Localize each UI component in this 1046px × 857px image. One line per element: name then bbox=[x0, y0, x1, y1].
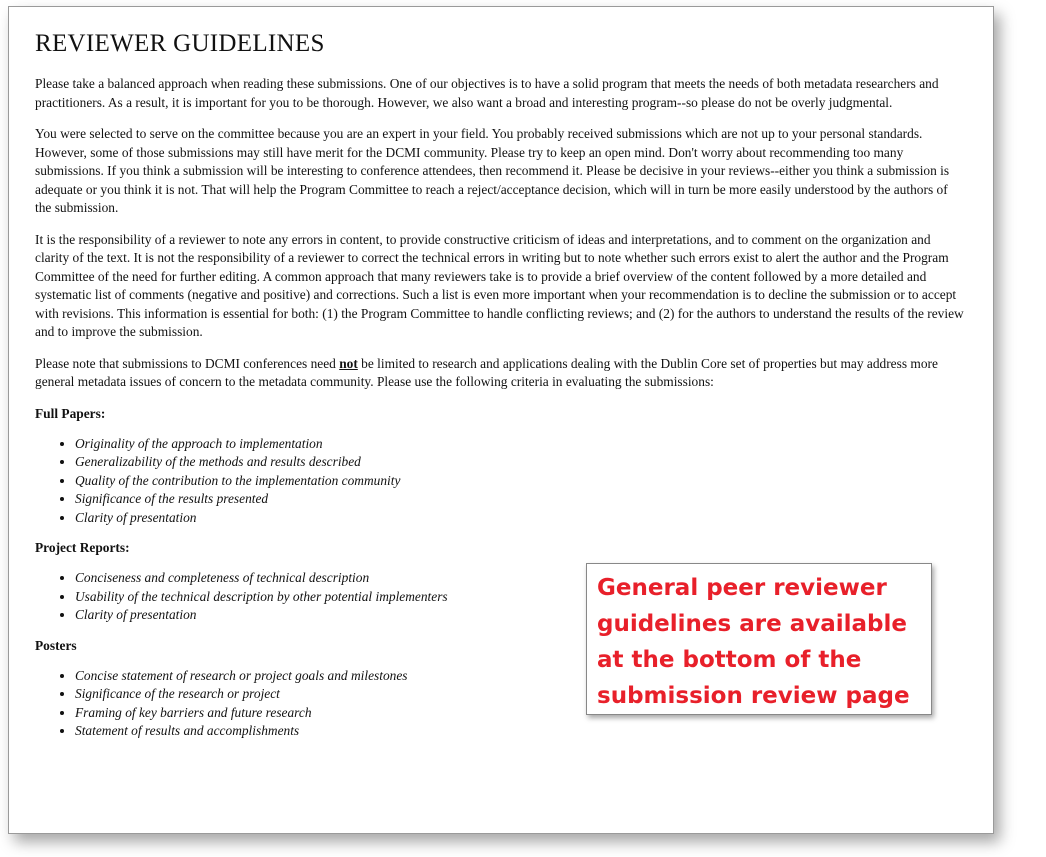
list-item: • Significance of the research or project bbox=[75, 685, 965, 704]
paragraph-balanced-approach: Please take a balanced approach when reading these submissions. One of our objectives is to have a solid program that meets the needs of both metadata researchers and practitioners. As a result, it is important for you to be thorough. However, we also want a broad and interesting program--so please do not be overly judgmental. bbox=[35, 76, 939, 110]
paragraph-committee-selection: You were selected to serve on the committee because you are an expert in your field. You probably received submissions which are not up to your personal standards. However, some of those submissions may still have merit for the DCMI community. Please try to keep an open mind. Don't worry about recommending too many submissions. If you think a submission will be interesting to conference attendees, then recommend it. Please be decisive in your reviews--either you think a submission is adequate or you think it is not. That will help the Program Committee to reach a reject/acceptance decision, which will in turn be more easily understood by the authors of the submission. bbox=[35, 126, 950, 215]
list-item: • Concise statement of research or project goals and milestones bbox=[75, 667, 965, 686]
callout-line: General peer reviewer bbox=[597, 575, 887, 601]
paragraph-criteria-intro bbox=[35, 355, 965, 392]
section-heading-project-reports: Project Reports: bbox=[35, 540, 130, 555]
section-heading-full-papers: Full Papers: bbox=[35, 405, 106, 421]
list-item: • Clarity of presentation bbox=[75, 606, 965, 625]
page-title: REVIEWER GUIDELINES bbox=[35, 30, 325, 57]
criteria-intro-after: be limited to research and applications dealing with the Dublin Core set of properties but may address more general metadata issues of concern to the metadata community. Please use the following criteria in evaluating the submissions: bbox=[35, 355, 938, 389]
criteria-intro-before: Please note that submissions to DCMI conferences need bbox=[35, 355, 340, 371]
callout-annotation-box bbox=[586, 563, 932, 715]
list-item: • Significance of the results presented bbox=[75, 490, 965, 509]
list-item: • Quality of the contribution to the implementation community bbox=[75, 472, 965, 491]
callout-line: submission review page bbox=[597, 683, 910, 709]
criteria-intro-emphasis: not bbox=[339, 355, 358, 371]
callout-line: guidelines are available bbox=[597, 611, 907, 637]
list-item: • Originality of the approach to implementation bbox=[75, 435, 965, 454]
list-item: • Clarity of presentation bbox=[75, 509, 965, 528]
callout-line: at the bottom of the bbox=[597, 647, 862, 673]
list-item: • Statement of results and accomplishments bbox=[75, 722, 965, 741]
section-heading-posters: Posters bbox=[35, 637, 77, 653]
list-item: • Framing of key barriers and future research bbox=[75, 704, 965, 723]
list-item: • Conciseness and completeness of technical description bbox=[75, 569, 965, 588]
paragraph-reviewer-responsibility: It is the responsibility of a reviewer to note any errors in content, to provide constructive criticism of ideas and interpretations, and to comment on the organization and clarity of the text. It is not the responsibility of a reviewer to correct the technical errors in writing but to note whether such errors exist to alert the author and the Program Committee of the need for further editing. A common approach that many reviewers take is to provide a brief overview of the content followed by a more detailed and systematic list of comments (negative and positive) and corrections. Such a list is even more important when your recommendation is to decline the submission or to accept with revisions. This information is essential for both: (1) the Program Committee to handle conflicting reviews; and (2) for the authors to understand the results of the review and to improve the submission. bbox=[35, 231, 964, 339]
list-item: • Usability of the technical description by other potential implementers bbox=[75, 588, 965, 607]
list-item: • Generalizability of the methods and results described bbox=[75, 453, 965, 472]
criteria-list-full-papers bbox=[35, 435, 965, 528]
